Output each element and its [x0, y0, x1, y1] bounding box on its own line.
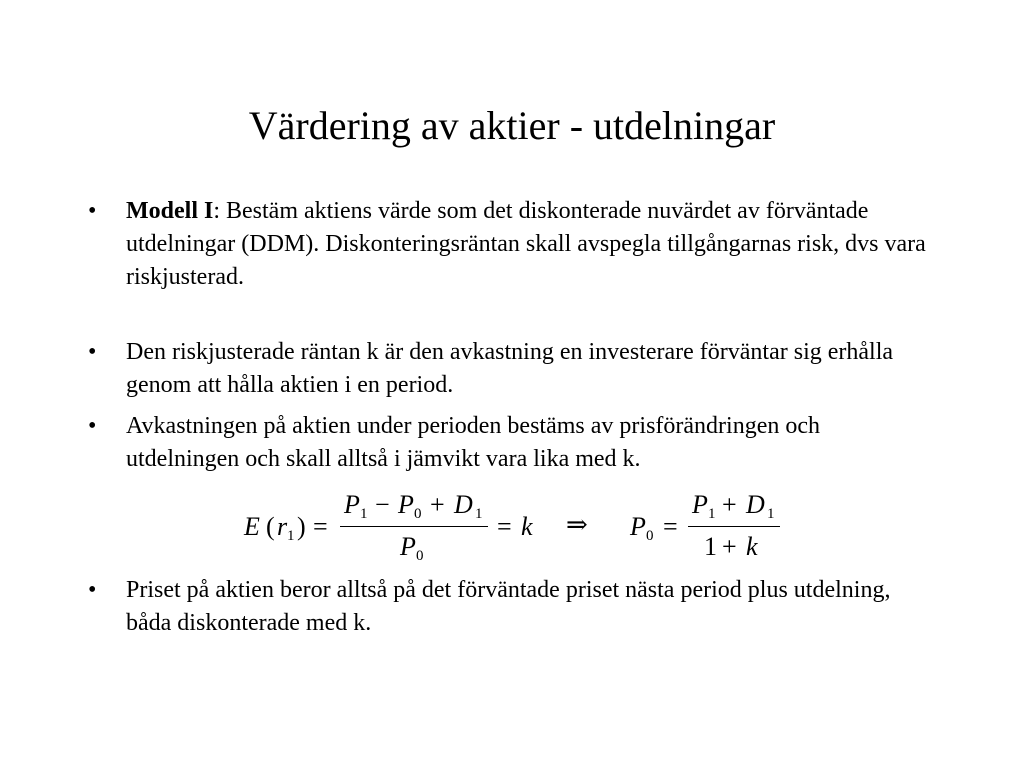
eq-num1-P1-sub: 1 — [360, 506, 368, 522]
eq-num1-D-sub: 1 — [475, 506, 483, 522]
slide-title: Värdering av aktier - utdelningar — [248, 103, 776, 148]
bullet-item-model — [88, 195, 926, 294]
bullet-text: Priset på aktien beror alltså på det förväntade priset nästa period plus utdelning, båda diskonterade med k. — [126, 577, 891, 636]
eq-fraction-bar-2 — [688, 526, 780, 527]
eq-equals-3: = — [663, 512, 678, 541]
bullet-text: : Bestäm aktiens värde som det diskonterade nuvärdet av förväntade utdelningar (DDM). Diskonteringsräntan skall avspegla tillgångarnas risk, dvs vara riskjusterad. — [126, 198, 926, 290]
eq-lhs2-P: P — [630, 512, 646, 541]
eq-E: E — [244, 512, 260, 541]
eq-num1-minus: − — [375, 490, 390, 519]
eq-k: k — [521, 512, 533, 541]
bullet-dot-icon: • — [88, 577, 97, 603]
eq-num2-P: P — [692, 490, 708, 519]
eq-num1-P0: P — [398, 490, 414, 519]
bullet-dot-icon: • — [88, 339, 97, 365]
eq-r-sub: 1 — [287, 528, 295, 544]
eq-den1-P-sub: 0 — [416, 548, 424, 564]
eq-num1-P0-sub: 0 — [414, 506, 422, 522]
bullet-text: Avkastningen på aktien under perioden bestäms av prisförändringen och utdelningen och skall alltså i jämvikt vara lika med k. — [126, 413, 821, 472]
eq-num2-D-sub: 1 — [767, 506, 775, 522]
eq-den2-plus: + — [722, 532, 737, 561]
bullet-item-risk-rate — [88, 336, 926, 402]
eq-den1-P: P — [400, 532, 416, 561]
eq-r: r — [277, 512, 288, 541]
eq-lparen: ( — [266, 512, 275, 541]
eq-num2-P-sub: 1 — [708, 506, 716, 522]
eq-den2-k: k — [746, 532, 758, 561]
eq-equals-1: = — [313, 512, 328, 541]
bullet-item-price — [88, 574, 926, 640]
valuation-equation — [0, 488, 1024, 568]
eq-fraction-bar-1 — [340, 526, 488, 527]
eq-rparen: ) — [297, 512, 306, 541]
eq-lhs2-P-sub: 0 — [646, 528, 654, 544]
eq-num2-plus: + — [722, 490, 737, 519]
bullet-dot-icon: • — [88, 413, 97, 439]
bullet-bold-label: Modell I — [126, 198, 214, 224]
eq-den2-one: 1 — [704, 532, 717, 561]
eq-num2-D: D — [746, 490, 765, 519]
eq-equals-2: = — [497, 512, 512, 541]
eq-num1-plus: + — [430, 490, 445, 519]
bullet-text: Den riskjusterade räntan k är den avkastning en investerare förväntar sig erhålla genom att hålla aktien i en period. — [126, 339, 894, 398]
bullet-item-return — [88, 410, 926, 476]
eq-num1-D: D — [454, 490, 473, 519]
eq-num1-P1: P — [344, 490, 360, 519]
implies-icon: ⇒ — [566, 510, 588, 539]
bullet-dot-icon: • — [88, 198, 97, 224]
